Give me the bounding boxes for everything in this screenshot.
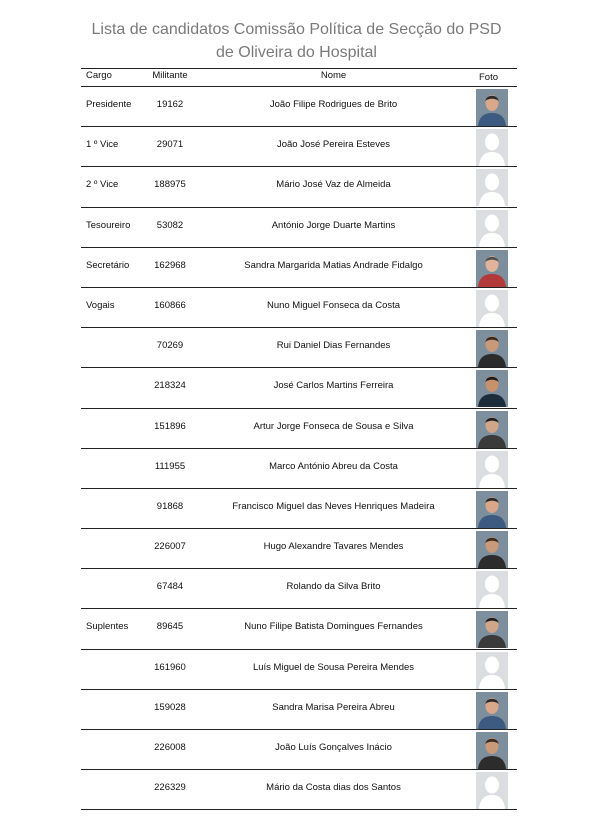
cell-nome: José Carlos Martins Ferreira <box>273 380 394 392</box>
table-row <box>81 730 517 770</box>
table-row <box>81 770 517 810</box>
cell-nome: João Luís Gonçalves Inácio <box>275 742 392 753</box>
cell-cargo: 1 º Vice <box>86 139 119 151</box>
cell-nome: Marco António Abreu da Costa <box>269 460 398 472</box>
table-row <box>81 690 517 730</box>
person-photo <box>476 250 508 287</box>
header-foto: Foto <box>479 72 499 83</box>
cell-nome: Nuno Filipe Batista Domingues Fernandes <box>244 621 423 633</box>
table-row <box>81 208 517 248</box>
cell-militante: 160866 <box>154 299 186 311</box>
header-nome: Nome <box>320 70 347 81</box>
cell-militante: 19162 <box>156 99 184 110</box>
cell-militante: 151896 <box>154 420 186 432</box>
cell-militante: 29071 <box>156 139 184 151</box>
cell-militante: 67484 <box>156 581 184 593</box>
title-line-2: de Oliveira do Hospital <box>216 44 377 61</box>
cell-cargo: Vogais <box>86 299 115 311</box>
cell-militante: 226329 <box>154 782 186 794</box>
table-row <box>81 489 517 529</box>
cell-nome: Hugo Alexandre Tavares Mendes <box>263 541 404 553</box>
cell-nome: Sandra Marisa Pereira Abreu <box>272 701 395 713</box>
person-photo <box>476 370 508 407</box>
cell-militante: 89645 <box>156 621 184 633</box>
table-row <box>81 368 517 408</box>
cell-cargo: Tesoureiro <box>86 219 131 231</box>
header-militante: Militante <box>152 70 188 81</box>
cell-nome: Rui Daniel Dias Fernandes <box>276 340 391 352</box>
table-row <box>81 328 517 368</box>
header-cargo: Cargo <box>86 70 112 81</box>
cell-militante: 70269 <box>156 340 184 352</box>
table-row <box>81 609 517 649</box>
cell-nome: Rolando da Silva Brito <box>286 581 381 593</box>
table-row <box>81 87 517 127</box>
person-photo <box>476 330 508 367</box>
person-photo <box>476 692 508 729</box>
person-photo <box>476 89 508 126</box>
cell-nome: Mário José Vaz de Almeida <box>276 179 391 191</box>
cell-militante: 226007 <box>154 541 186 553</box>
placeholder-avatar-icon <box>476 571 508 608</box>
person-photo <box>476 611 508 648</box>
cell-nome: João Filipe Rodrigues de Brito <box>269 99 398 110</box>
title-line-1: Lista de candidatos Comissão Política de Secção do PSD <box>91 21 502 38</box>
cell-nome: Mário da Costa dias dos Santos <box>266 782 401 794</box>
placeholder-avatar-icon <box>476 169 508 206</box>
placeholder-avatar-icon <box>476 129 508 166</box>
cell-nome: Francisco Miguel das Neves Henriques Madeira <box>232 500 435 512</box>
table-header <box>81 68 517 87</box>
cell-nome: Luís Miguel de Sousa Pereira Mendes <box>252 661 415 673</box>
table-row <box>81 409 517 449</box>
cell-militante: 218324 <box>154 380 186 392</box>
candidates-table <box>81 68 517 810</box>
table-row <box>81 529 517 569</box>
cell-militante: 188975 <box>154 179 186 191</box>
cell-cargo: Presidente <box>86 99 132 110</box>
person-photo <box>476 491 508 528</box>
cell-militante: 161960 <box>154 661 186 673</box>
table-body <box>81 87 517 810</box>
placeholder-avatar-icon <box>476 210 508 247</box>
cell-militante: 53082 <box>156 219 184 231</box>
placeholder-avatar-icon <box>476 290 508 327</box>
page-title <box>0 18 593 64</box>
cell-militante: 91868 <box>156 500 184 512</box>
person-photo <box>476 531 508 568</box>
table-row <box>81 127 517 167</box>
table-row <box>81 569 517 609</box>
cell-nome: Nuno Miguel Fonseca da Costa <box>266 299 401 311</box>
placeholder-avatar-icon <box>476 772 508 809</box>
cell-cargo: 2 º Vice <box>86 179 119 191</box>
placeholder-avatar-icon <box>476 652 508 689</box>
cell-nome: Sandra Margarida Matias Andrade Fidalgo <box>244 259 423 271</box>
placeholder-avatar-icon <box>476 451 508 488</box>
cell-militante: 111955 <box>154 460 186 472</box>
cell-militante: 159028 <box>154 701 186 713</box>
table-row <box>81 288 517 328</box>
cell-nome: Artur Jorge Fonseca de Sousa e Silva <box>253 420 414 432</box>
cell-nome: António Jorge Duarte Martins <box>271 219 396 231</box>
cell-militante: 226008 <box>154 742 186 753</box>
table-row <box>81 650 517 690</box>
cell-nome: João José Pereira Esteves <box>276 139 390 151</box>
table-row <box>81 449 517 489</box>
table-row <box>81 167 517 207</box>
cell-cargo: Secretário <box>86 259 130 271</box>
person-photo <box>476 411 508 448</box>
cell-militante: 162968 <box>154 259 186 271</box>
cell-cargo: Suplentes <box>86 621 129 633</box>
table-row <box>81 248 517 288</box>
person-photo <box>476 732 508 769</box>
